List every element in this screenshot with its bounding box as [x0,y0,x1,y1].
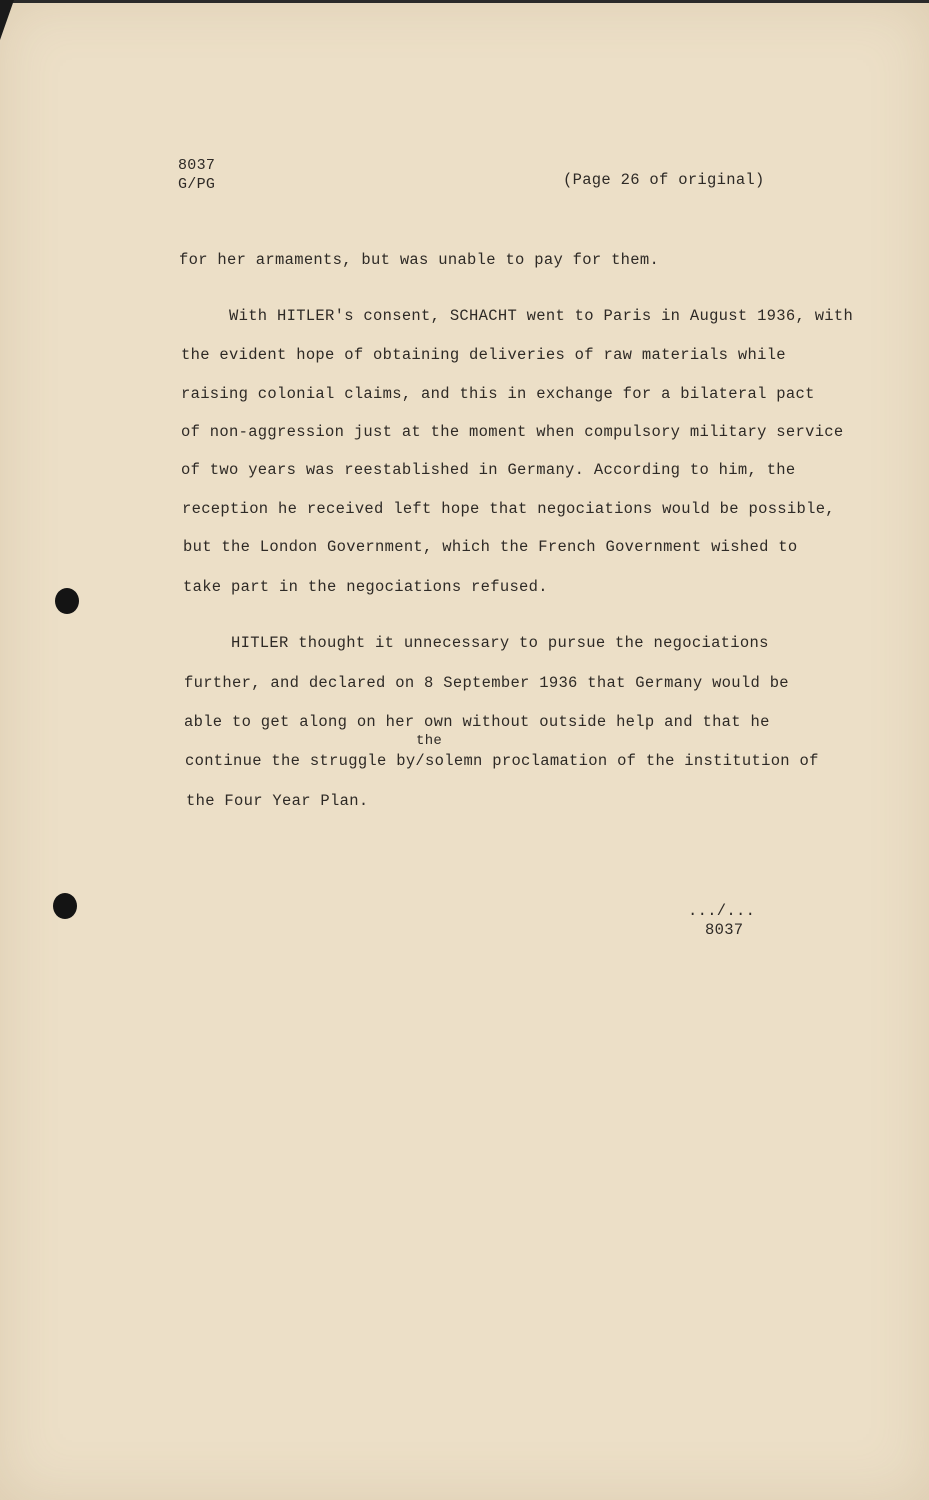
para1-line-6: reception he received left hope that negociations would be possible, [182,500,835,518]
header-ref-number: 8037 [178,157,216,174]
para1-line-7: but the London Government, which the French Government wished to [183,538,798,556]
footer-ref-number: 8037 [705,921,744,939]
punch-hole-upper [55,588,79,614]
header-ref-code: G/PG [178,176,216,193]
interlinear-insertion: the [416,733,443,749]
punch-hole-lower [53,893,77,919]
para1-line-3: raising colonial claims, and this in exchange for a bilateral pact [181,385,815,403]
para1-line-5: of two years was reestablished in Germany. According to him, the [181,461,796,479]
para2-line-4: continue the struggle by/solemn proclamation of the institution of [185,752,819,770]
page-top-edge [0,0,929,3]
para2-line-5: the Four Year Plan. [186,792,369,810]
header-page-note: (Page 26 of original) [563,171,765,189]
folded-corner [0,0,14,40]
para1-line-8: take part in the negociations refused. [183,578,548,596]
para2-line-3: able to get along on her own without outside help and that he [184,713,770,731]
para1-line-1: With HITLER's consent, SCHACHT went to Paris in August 1936, with [229,307,854,325]
para1-line-4: of non-aggression just at the moment when compulsory military service [181,423,844,441]
para2-line-2: further, and declared on 8 September 1936 that Germany would be [184,674,789,692]
para1-line-2: the evident hope of obtaining deliveries of raw materials while [181,346,786,364]
body-line-opening: for her armaments, but was unable to pay for them. [179,251,660,269]
para2-line-1: HITLER thought it unnecessary to pursue the negociations [231,634,769,652]
footer-continuation: .../... [688,902,756,920]
